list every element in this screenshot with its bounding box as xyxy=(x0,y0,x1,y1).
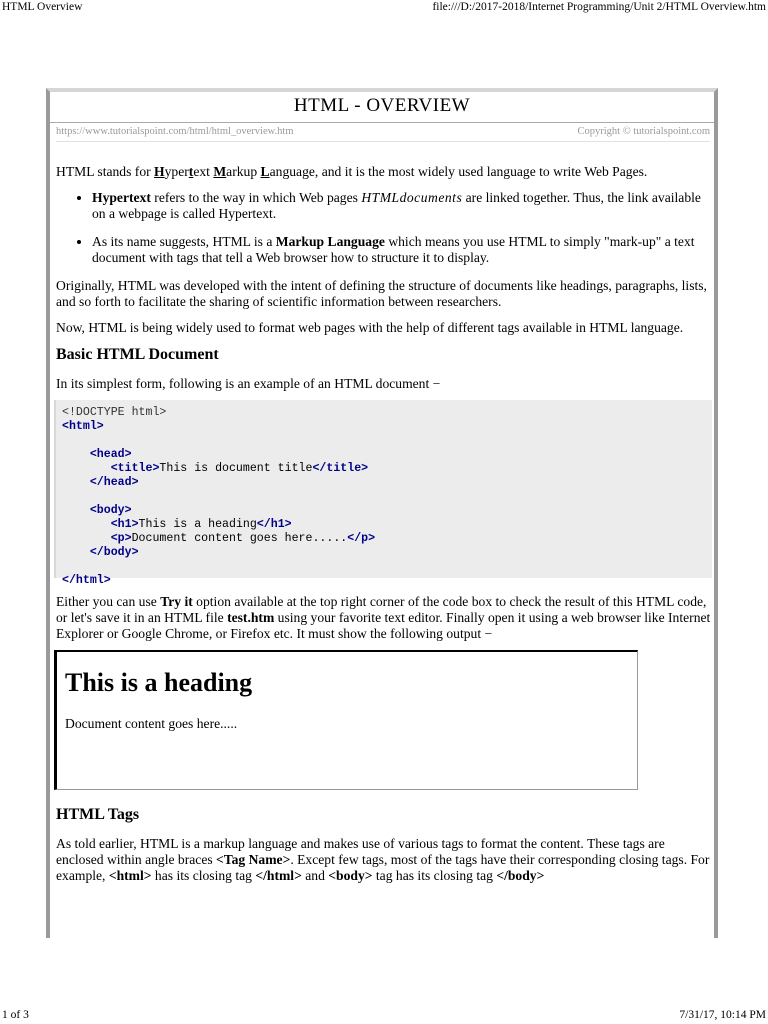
basic-intro: In its simplest form, following is an example of an HTML document − xyxy=(56,376,441,391)
output-heading: This is a heading xyxy=(65,668,253,697)
page-number: 1 of 3 xyxy=(2,1009,29,1021)
list-item: • As its name suggests, HTML is a Markup Language which means you use HTML to simply "mark-up" a text document with tags that tell a Web browser how to structure it to display. xyxy=(92,234,712,266)
tags-paragraph: As told earlier, HTML is a markup language and makes use of various tags to format the content. These tags are enclosed within angle braces <Tag Name>. Except few tags, most of the tags have their corresponding closing tags. For example, <html> has its closing tag </html> and <body> tag has its closing tag </body> xyxy=(56,836,710,883)
section-heading-tags: HTML Tags xyxy=(56,806,140,823)
output-preview xyxy=(54,650,638,790)
list-item: • Hypertext refers to the way in which Web pages HTMLdocuments are linked together. Thus, the link available on a webpage is called Hypertext. xyxy=(92,190,712,222)
print-datetime: 7/31/17, 10:14 PM xyxy=(679,1009,766,1021)
print-header-path: file:///D:/2017-2018/Internet Programming/Unit 2/HTML Overview.htm xyxy=(432,1,766,13)
section-heading-basic: Basic HTML Document xyxy=(56,346,219,363)
page-title: HTML - OVERVIEW xyxy=(50,92,714,123)
intro-paragraph: HTML stands for Hypertext Markup Language, and it is the most widely used language to write Web Pages. xyxy=(56,164,648,179)
paragraph-now: Now, HTML is being widely used to format web pages with the help of different tags available in HTML language. xyxy=(56,320,684,335)
source-row xyxy=(56,125,710,142)
output-paragraph: Document content goes here..... xyxy=(65,716,238,731)
print-footer xyxy=(0,1008,768,1024)
either-paragraph: Either you can use Try it option available at the top right corner of the code box to check the result of this HTML code, or let's save it in an HTML file test.htm using your favorite text editor. Finally open it using a web browser like Internet Explorer or Google Chrome, or Firefox etc. It must show the following output − xyxy=(56,594,711,641)
document-page xyxy=(46,88,718,938)
print-header-title: HTML Overview xyxy=(2,1,83,13)
article-content xyxy=(56,164,712,884)
paragraph-originally: Originally, HTML was developed with the intent of defining the structure of documents like headings, paragraphs, lists, and so forth to facilitate the sharing of scientific information between researchers. xyxy=(56,278,707,309)
code-box[interactable]: <!DOCTYPE html> <html> <head> <title>This is document title</title> </head> <body> <h1>This is a heading</h1> <p>Document content goes here.....</p> </body> </html> xyxy=(54,400,712,578)
print-header xyxy=(0,0,768,16)
copyright-text: Copyright © tutorialspoint.com xyxy=(577,126,710,137)
definition-list xyxy=(56,190,712,266)
source-url[interactable]: https://www.tutorialspoint.com/html/html_overview.htm xyxy=(56,126,294,137)
